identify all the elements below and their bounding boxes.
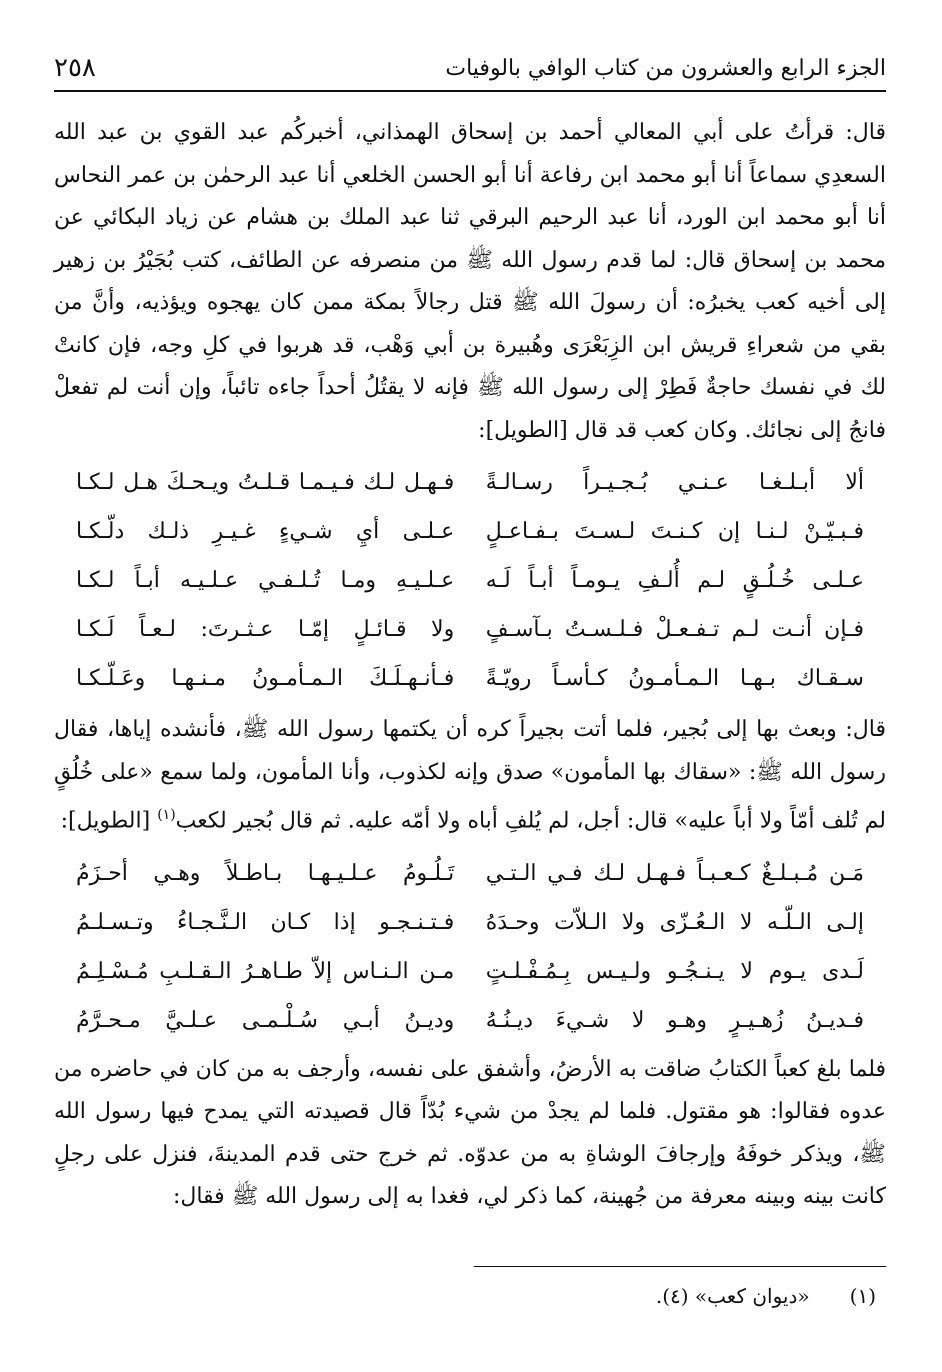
verse-line — [76, 849, 864, 898]
verse-hemistich-first: فـديـنُ زُهـيـرٍ وهـو لا شـيءَ ديـنُـهُ — [485, 1007, 864, 1033]
verse-hemistich-second: وديـنُ أبـي سُـلْـمـى عـلـيَّ مـحـرَّمُ — [76, 1007, 455, 1033]
footnote — [54, 1284, 876, 1308]
verse-hemistich-second: عـلـيـهِ ومـا تُـلـفـي عـلـيـه أبـاً لـكـا — [76, 568, 455, 593]
page-header — [54, 46, 886, 92]
verse-hemistich-first: ألا أبـلـغـا عـنـي بُـجـيـراً رسـالـةً — [485, 470, 864, 495]
verse-line — [76, 556, 864, 605]
verse-line — [76, 605, 864, 654]
paragraph-2 — [54, 709, 886, 843]
verse-line — [76, 654, 864, 703]
verse-hemistich-first: فـإن أنـت لـم تـفـعـلْ فـلـسـتُ بـآسـفٍ — [485, 617, 864, 642]
page-number: ٢٥٨ — [54, 53, 96, 83]
verse-line — [76, 507, 864, 556]
verse-hemistich-first: لَـدى يـوم لا يـنـجُـو ولـيـس بِـمُـفْـلـتٍ — [485, 958, 864, 984]
verse-hemistich-second: مـن الـنـاس إلاّ طـاهـرُ الـقـلـبِ مُـسْـلِـمُ — [76, 958, 455, 984]
verse-hemistich-first: سـقـاك بـهـا الـمـأمـونُ كـأسـاً رويّـةً — [485, 666, 864, 691]
verse-line — [76, 898, 864, 947]
paragraph-2-meter: [الطويل]: — [60, 808, 158, 834]
page-body — [54, 112, 886, 1219]
footnote-text: «ديوان كعب» (٤). — [655, 1284, 810, 1308]
verse-hemistich-first: مَـن مُـبـلـغٌ كـعـبـاً فـهـل لـك فـي الـتـي — [485, 860, 864, 886]
paragraph-2-text: قال: وبعث بها إلى بُجير، فلما أتت بجيراً كره أن يكتمها رسول الله ﷺ، فأنشده إياها، فقال رسول الله ﷺ: «سقاك بها المأمون» صدق وإنه لكذوب، وأنا المأمون، ولما سمع «على خُلُقٍ لم تُلف أمّاً ولا أباً عليه» قال: أجل، لم يُلفِ أباه ولا أمّه عليه. ثم قال بُجير لكعب — [54, 717, 886, 834]
footnote-number: (١) — [849, 1284, 876, 1308]
paragraph-3: فلما بلغ كعباً الكتابُ ضاقت به الأرضُ، وأشفق على نفسه، وأرجف به من كان في حاضره من عدوه فقالوا: هو مقتول. فلما لم يجدْ من شيء بُدّاً قال قصيدته التي يمدح فيها رسول الله ﷺ، ويذكر خوفَهُ وإرجافَ الوشاةِ به من عدوّه. ثم خرج حتى قدم المدينةَ، فنزل على رجلٍ كانت بينه وبينه معرفة من جُهينة، كما ذكر لي، فغدا به إلى رسول الله ﷺ فقال: — [54, 1056, 886, 1210]
verse-hemistich-first: إلـى الـلّـه لا الـعُـزّى ولا الـلاّت وحـدَهُ — [485, 909, 864, 935]
verse-hemistich-second: ولا قـائـلٍ إمّـا عـثـرتَ: لـعـاً لَـكـا — [76, 617, 455, 642]
verse-hemistich-second: عـلـى أيِ شـيءٍ غـيـرِ ذلـك دلّـكـا — [76, 519, 455, 544]
running-title: الجزء الرابع والعشرون من كتاب الوافي بالوفيات — [445, 55, 886, 81]
verse-line — [76, 458, 864, 507]
footnote-reference[interactable]: (١) — [157, 807, 176, 823]
footnote-divider — [474, 1266, 886, 1267]
verse-hemistich-first: عـلـى خُـلُـقٍ لـم أُلـفِ يـومـاً أبـاً لَـه — [485, 568, 864, 593]
verse-hemistich-second: فـأنـهـلَـكَ الـمـأمـونُ مـنـهـا وعَـلّـكـا — [76, 666, 455, 691]
paragraph-1: قال: قرأتُ على أبي المعالي أحمد بن إسحاق الهمذاني، أخبركُم عبد القوي بن عبد الله السعدِي سماعاً أنا أبو محمد ابن رفاعة أنا أبو الحسن الخلعي أنا عبد الرحمٰن بن عمر النحاس أنا أبو محمد ابن الورد، أنا عبد الرحيم البرقي ثنا عبد الملك بن هشام عن زياد البكائي عن محمد بن إسحاق قال: لما قدم رسول الله ﷺ من منصرفه عن الطائف، كتب بُجَيْرُ بن زهير إلى أخيه كعب يخبرُه: أن رسولَ الله ﷺ قتل رجالاً بمكة ممن كان يهجوه ويؤذيه، وأنَّ من بقي من شعراءِ قريش ابن الزِبَعْرَى وهُبيرة بن أبي وَهْب، قد هربوا في كلِ وجه، فإن كانتْ لك في نفسك حاجةٌ فَطِرْ إلى رسول الله ﷺ فإنه لا يقتُلُ أحداً جاءه تائباً، وإن أنت لم تفعلْ فانجُ إلى نجائك. وكان كعب قد قال [الطويل]: — [54, 120, 886, 443]
verse-hemistich-second: فـهـل لـك فـيـمـا قـلـتُ ويـحـكَ هـل لـكـا — [76, 470, 455, 495]
poem-2 — [54, 849, 886, 1045]
poem-1 — [54, 458, 886, 703]
verse-line — [76, 996, 864, 1045]
verse-hemistich-first: فـبـيّـنْ لـنـا إن كـنـتَ لـسـتَ بـفـاعـلٍ — [485, 519, 864, 544]
verse-hemistich-second: فـتـنـجـو إذا كـان الـنَّـجـاءُ وتـسـلـمُ — [76, 909, 455, 935]
verse-line — [76, 947, 864, 996]
verse-hemistich-second: تَـلُـومُ عـلـيـهـا بـاطـلاً وهـي أحـزَمُ — [76, 860, 455, 886]
